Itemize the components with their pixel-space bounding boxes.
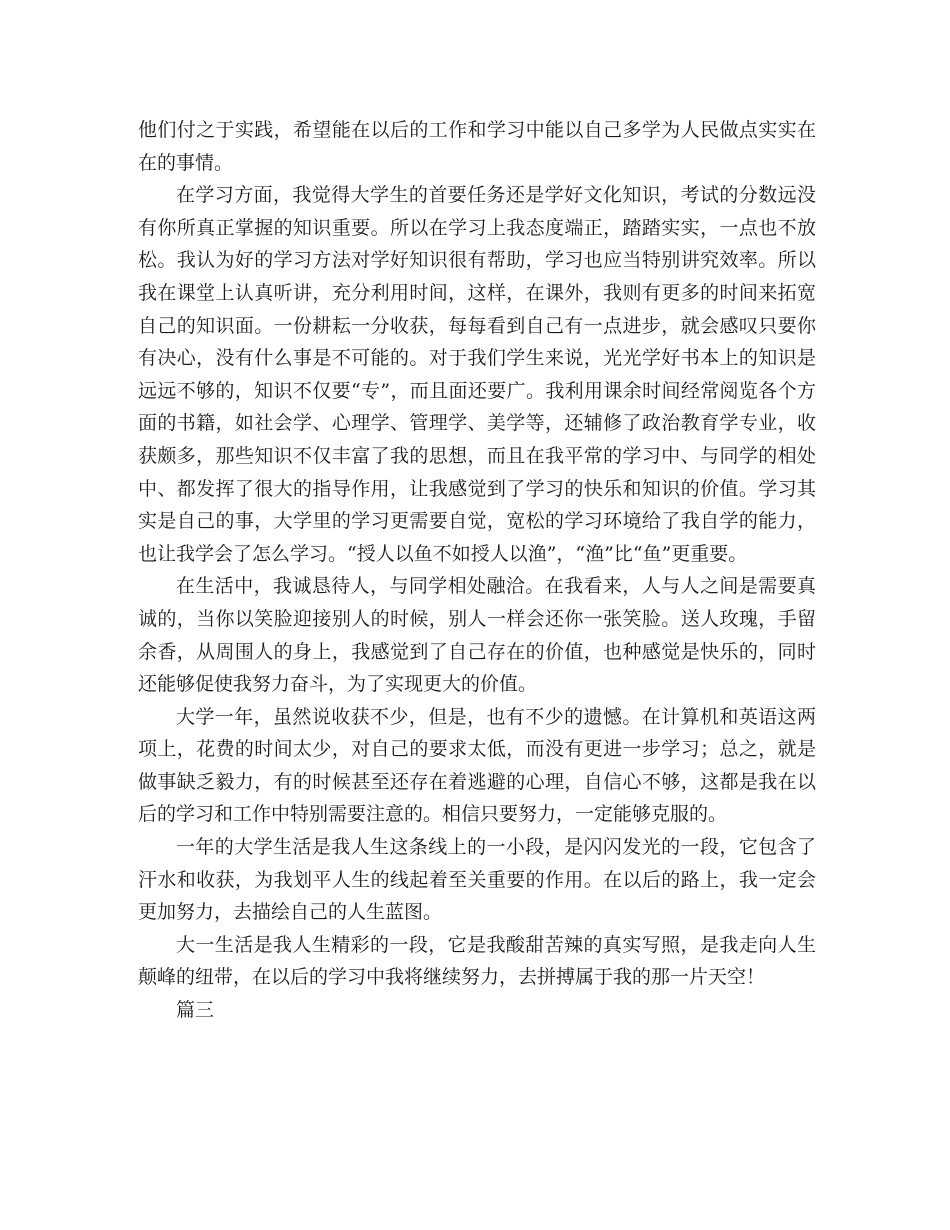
section-heading: 篇三 <box>176 999 215 1022</box>
paragraph-regrets: 大学一年，虽然说收获不少，但是，也有不少的遗憾。在计算机和英语这两项上，花费的时间太少，对自己的要求太低，而没有更进一步学习；总之，就是做事缺乏毅力，有的时候甚至还存在着逃避的心理，自信心不够，这都是我在以后的学习和工作中特别需要注意的。相信只要努力，一定能够克服的。 <box>138 705 816 826</box>
paragraph-life: 在生活中，我诚恳待人，与同学相处融洽。在我看来，人与人之间是需要真诚的，当你以笑脸迎接别人的时候，别人一样会还你一张笑脸。送人玫瑰，手留余香，从周围人的身上，我感觉到了自己存在的价值，也种感觉是快乐的，同时还能够促使我努力奋斗，为了实现更大的价值。 <box>138 575 816 696</box>
paragraph-conclusion: 大一生活是我人生精彩的一段，它是我酸甜苦辣的真实写照，是我走向人生颠峰的纽带，在以后的学习中我将继续努力，去拼搏属于我的那一片天空！ <box>138 933 816 989</box>
document-body <box>138 114 816 1027</box>
paragraph-summary: 一年的大学生活是我人生这条线上的一小段，是闪闪发光的一段，它包含了汗水和收获，为我划平人生的线起着至关重要的作用。在以后的路上，我一定会更加努力，去描绘自己的人生蓝图。 <box>138 836 816 924</box>
paragraph-continuation: 他们付之于实践，希望能在以后的工作和学习中能以自己多学为人民做点实实在在的事情。 <box>138 119 816 174</box>
paragraph-study: 在学习方面，我觉得大学生的首要任务还是学好文化知识，考试的分数远没有你所真正掌握的知识重要。所以在学习上我态度端正，踏踏实实，一点也不放松。我认为好的学习方法对学好知识很有帮助，学习也应当特别讲究效率。所以我在课堂上认真听讲，充分利用时间，这样，在课外，我则有更多的时间来拓宽自己的知识面。一份耕耘一分收获，每每看到自己有一点进步，就会感叹只要你有决心，没有什么事是不可能的。对于我们学生来说，光光学好书本上的知识是远远不够的，知识不仅要“专”，而且面还要广。我利用课余时间经常阅览各个方面的书籍，如社会学、心理学、管理学、美学等，还辅修了政治教育学专业，收获颇多，那些知识不仅丰富了我的思想，而且在我平常的学习中、与同学的相处中、都发挥了很大的指导作用，让我感觉到了学习的快乐和知识的价值。学习其实是自己的事，大学里的学习更需要自觉，宽松的学习环境给了我自学的能力，也让我学会了怎么学习。“授人以鱼不如授人以渔”，“渔”比“鱼”更重要。 <box>138 184 816 565</box>
